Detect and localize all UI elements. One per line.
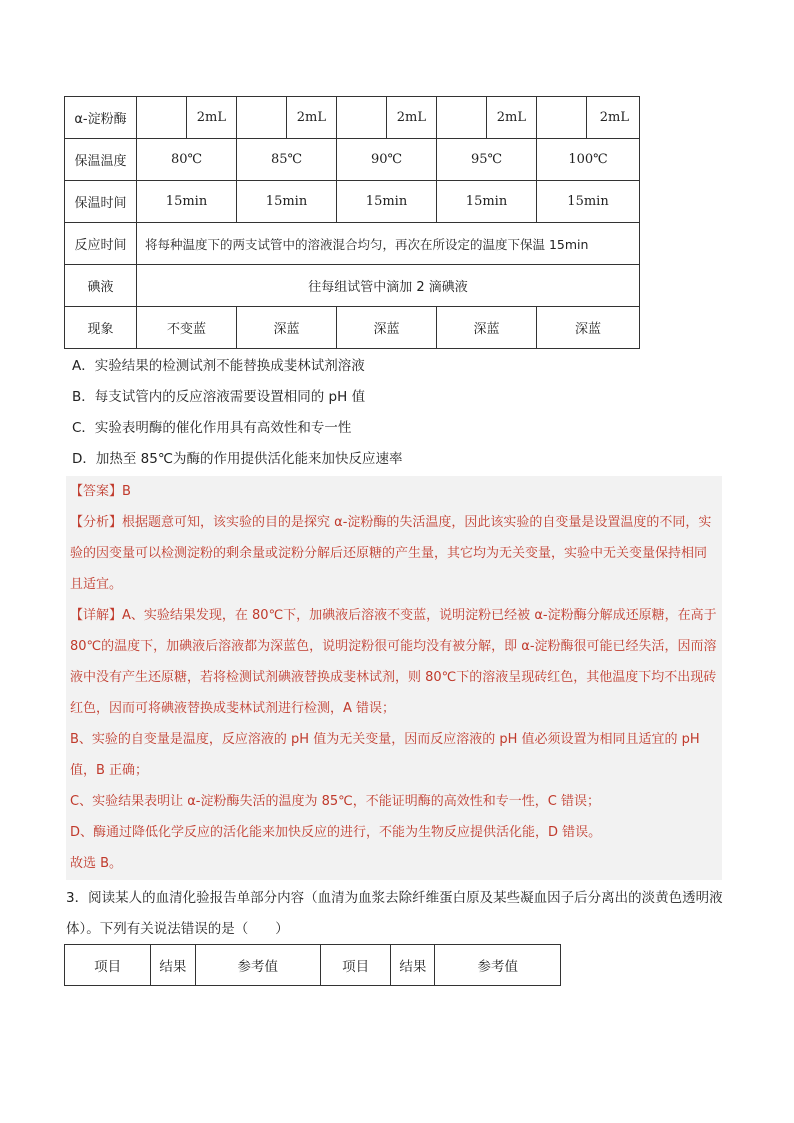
header-cell: 参考值	[435, 945, 561, 986]
detail-paragraph-a	[66, 600, 722, 724]
cell: 15min	[437, 181, 537, 223]
row-label: 现象	[65, 307, 137, 349]
row-temp	[65, 139, 640, 181]
experiment-table	[64, 96, 640, 349]
cell: 深蓝	[537, 307, 640, 349]
answer-tag: 【答案】	[70, 484, 123, 499]
cell	[137, 97, 187, 139]
cell: 15min	[137, 181, 237, 223]
row-react	[65, 223, 640, 265]
answer-block	[66, 476, 722, 880]
cell: 90℃	[337, 139, 437, 181]
cell	[537, 97, 587, 139]
cell: 深蓝	[337, 307, 437, 349]
option-b: B．每支试管内的反应溶液需要设置相同的 pH 值	[72, 389, 366, 405]
cell: 2mL	[487, 97, 537, 139]
cell: 将每种温度下的两支试管中的溶液混合均匀，再次在所设定的温度下保温 15min	[137, 223, 640, 265]
cell: 100℃	[537, 139, 640, 181]
detail-paragraph-b: B、实验的自变量是温度，反应溶液的 pH 值为无关变量，因而反应溶液的 pH 值必须设置为相同且适宜的 pH 值，B 正确；	[70, 732, 700, 778]
header-cell: 项目	[321, 945, 391, 986]
cell	[237, 97, 287, 139]
analysis-tag: 【分析】	[70, 515, 123, 530]
answer-value: B	[122, 484, 131, 499]
cell: 深蓝	[437, 307, 537, 349]
cell: 15min	[537, 181, 640, 223]
header-cell: 结果	[391, 945, 435, 986]
row-result	[65, 307, 640, 349]
header-cell: 参考值	[195, 945, 321, 986]
option-c: C．实验表明酶的催化作用具有高效性和专一性	[72, 420, 352, 436]
serum-report-table	[64, 944, 561, 986]
answer-line	[66, 476, 722, 507]
row-iodine	[65, 265, 640, 307]
row-label: 碘液	[65, 265, 137, 307]
row-time	[65, 181, 640, 223]
cell: 95℃	[437, 139, 537, 181]
cell: 2mL	[287, 97, 337, 139]
detail-a-text: A、实验结果发现，在 80℃下，加碘液后溶液不变蓝，说明淀粉已经被 α-淀粉酶分解成还原糖，在高于 80℃的温度下，加碘液后溶液都为深蓝色，说明淀粉很可能均没有被分解，即 α-淀粉酶很可能已经失活，因而溶液中没有产生还原糖，若将检测试剂碘液替换成斐林试剂，则 80℃下的溶液呈现砖红色，其他温度下均不出现砖红色，因而可将碘液替换成斐林试剂进行检测，A 错误；	[70, 608, 717, 716]
cell: 2mL	[587, 97, 640, 139]
conclusion: 故选 B。	[70, 856, 123, 871]
table-header-row	[65, 945, 561, 986]
header-cell: 结果	[151, 945, 195, 986]
row-label: α-淀粉酶	[65, 97, 137, 139]
row-label: 反应时间	[65, 223, 137, 265]
option-d: D．加热至 85℃为酶的作用提供活化能来加快反应速率	[72, 451, 403, 467]
cell: 深蓝	[237, 307, 337, 349]
cell: 往每组试管中滴加 2 滴碘液	[137, 265, 640, 307]
option-a: A．实验结果的检测试剂不能替换成斐林试剂溶液	[72, 358, 365, 374]
cell: 80℃	[137, 139, 237, 181]
detail-tag: 【详解】	[70, 608, 123, 623]
cell: 不变蓝	[137, 307, 237, 349]
analysis-paragraph	[66, 507, 722, 600]
row-enzyme	[65, 97, 640, 139]
row-label: 保温温度	[65, 139, 137, 181]
cell	[337, 97, 387, 139]
question-3-text: 3．阅读某人的血清化验报告单部分内容（血清为血浆去除纤维蛋白原及某些凝血因子后分离出的淡黄色透明液体）。下列有关说法错误的是（ ）	[66, 890, 723, 937]
header-cell: 项目	[65, 945, 151, 986]
detail-paragraph-c: C、实验结果表明让 α-淀粉酶失活的温度为 85℃，不能证明酶的高效性和专一性，C 错误；	[70, 794, 600, 809]
cell: 15min	[337, 181, 437, 223]
analysis-text: 根据题意可知，该实验的目的是探究 α-淀粉酶的失活温度，因此该实验的自变量是设置温度的不同，实验的因变量可以检测淀粉的剩余量或淀粉分解后还原糖的产生量，其它均为无关变量，实验中无关变量保持相同且适宜。	[70, 515, 712, 592]
detail-paragraph-d: D、酶通过降低化学反应的活化能来加快反应的进行，不能为生物反应提供活化能，D 错误。	[70, 825, 602, 840]
cell: 2mL	[387, 97, 437, 139]
cell: 2mL	[187, 97, 237, 139]
cell: 15min	[237, 181, 337, 223]
row-label: 保温时间	[65, 181, 137, 223]
cell: 85℃	[237, 139, 337, 181]
cell	[437, 97, 487, 139]
